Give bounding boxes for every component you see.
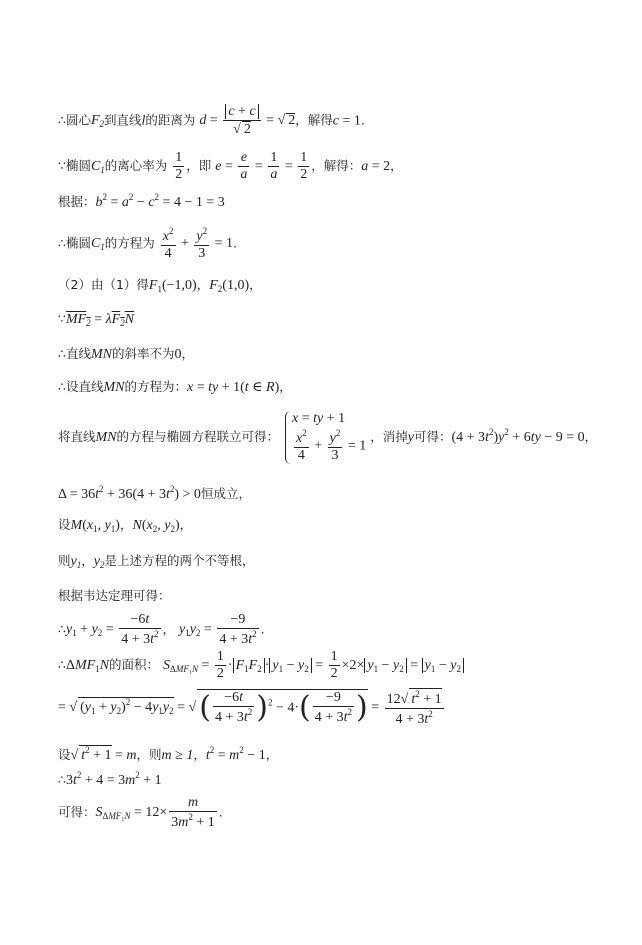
- line-eccentricity: ∵椭圆$C_1$的离心率为 $\frac{1}{2}$ ，即 e = $\frac{e}{a}$ = $\frac{1}{a}$ = $\frac{1}{2}$ ，解得：a = 2，: [58, 150, 403, 183]
- line-foci: （2）由（1）得$F_1(-1,0)$，$F_2(1,0)$，: [58, 277, 262, 294]
- line-relation: $\therefore 3t^2 + 4 = 3m^2 + 1$: [58, 770, 162, 788]
- line-discriminant: $\Delta = 36t^2 + 36(4 + 3t^2) > 0$恒成立，: [58, 484, 251, 502]
- line-ellipse-equation: ∴椭圆$C_1$的方程为 $\frac{x^2}{4}$ + $\frac{y^2}{3}$ = 1.: [58, 226, 238, 262]
- line-distance: ∴圆心$F_2$到直线l的距离为 d = $\frac{c + c}{√ 2}$ = √ 2，解得c = 1.: [58, 104, 365, 138]
- line-line-equation: ∴设直线MN的方程为：x = ty + 1(t ∈ R)，: [58, 379, 292, 395]
- line-roots: 则$y_1$，$y_2$是上述方程的两个不等根，: [58, 553, 255, 570]
- line-sum-product: $\therefore y_1 + y_2$ = $\frac{-6t}{4 + 3t^2}$ ， $y_1y_2$ = $\frac{-9}{4 + 3t^2}$ .: [58, 612, 265, 648]
- line-vieta: 根据韦达定理可得：: [58, 588, 171, 603]
- line-points: 设$M(x_1$, $y_1$)，$N(x_2$, $y_2$)，: [58, 517, 193, 534]
- line-system: 将直线MN的方程与椭圆方程联立可得： x = ty + 1 $\frac{x^2}{4}$ + $\frac{y^2}{3}$ = 1 ，消掉y可得：$(4 + 3t^2)y^2 + 6ty - 9 = 0$，: [58, 411, 598, 463]
- line-area-expanded: = √ $(y_1 + y_2)^2 - 4y_1y_2$ = √ ( $\frac{-6t}{4 + 3t^2}$ )$^2$ − 4·( $\frac{-9}{4 + 3t^2}$ ) = $\frac{12√ t^2 + 1}{4 + 3t^2}$: [58, 689, 442, 728]
- line-area: $\therefore\Delta MF_1N$的面积： $S_{\Delta MF_1N}$ = $\frac{1}{2}$ · $F_1F_2 \cdot y_1 - y_2$ = $\frac{1}{2}$ $\times 2\times y_1 - y_2 = y_1 - y_2$: [58, 649, 464, 682]
- line-slope: ∴直线MN的斜率不为0，: [58, 346, 194, 362]
- line-vector: $\because MF_2 = \lambda F_2N$: [58, 311, 135, 328]
- line-area-result: 可得：$S_{\Delta MF_1N} = 12\times$ $\frac{m}{3m^2 + 1}$ .: [58, 795, 223, 831]
- line-substitution: 设√ $t^2 + 1 = m$，则m ≥ 1，$t^2 = m^2 - 1$，: [58, 745, 279, 763]
- line-b-squared: 根据：$b^2 = a^2 - c^2 = 4 - 1 = 3$: [58, 192, 225, 210]
